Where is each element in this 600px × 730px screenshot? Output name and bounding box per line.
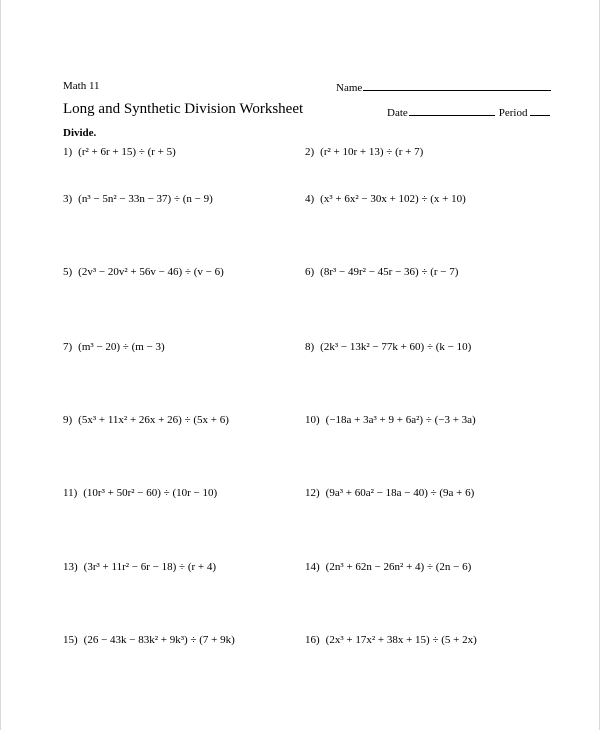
problem-number: 7) (63, 341, 73, 353)
problem-number: 5) (63, 266, 73, 278)
problem-13 (63, 561, 216, 573)
problem-number: 4) (305, 193, 315, 205)
problem-number: 6) (305, 266, 315, 278)
problem-number: 16) (305, 634, 320, 646)
problem-expression: (8r³ − 49r² − 45r − 36) ÷ (r − 7) (320, 266, 459, 278)
date-period-field (387, 106, 550, 119)
problem-number: 12) (305, 487, 320, 499)
name-field (336, 81, 551, 94)
problem-expression: (5x³ + 11x² + 26x + 26) ÷ (5x + 6) (78, 414, 229, 426)
problem-expression: (x³ + 6x² − 30x + 102) ÷ (x + 10) (320, 193, 466, 205)
problem-number: 13) (63, 561, 78, 573)
directions: Divide. (63, 127, 97, 139)
problem-expression: (9a³ + 60a² − 18a − 40) ÷ (9a + 6) (325, 487, 475, 499)
problem-8 (305, 341, 471, 353)
problem-number: 14) (305, 561, 320, 573)
problem-expression: (−18a + 3a³ + 9 + 6a²) ÷ (−3 + 3a) (325, 414, 476, 426)
problem-10 (305, 414, 476, 426)
problem-3 (63, 193, 213, 205)
problem-expression: (m³ − 20) ÷ (m − 3) (78, 341, 165, 353)
problem-5 (63, 266, 224, 278)
problem-number: 11) (63, 487, 78, 499)
problem-expression: (2n³ + 62n − 26n² + 4) ÷ (2n − 6) (325, 561, 472, 573)
period-label: Period (498, 107, 528, 119)
problem-16 (305, 634, 477, 646)
problem-expression: (10r³ + 50r² − 60) ÷ (10r − 10) (83, 487, 218, 499)
problem-expression: (n³ − 5n² − 33n − 37) ÷ (n − 9) (78, 193, 213, 205)
problem-11 (63, 487, 217, 499)
problem-1 (63, 146, 176, 158)
problem-15 (63, 634, 235, 646)
problem-number: 9) (63, 414, 73, 426)
problem-12 (305, 487, 474, 499)
problem-4 (305, 193, 466, 205)
period-blank-line (530, 106, 550, 116)
name-label: Name (336, 82, 363, 94)
date-label: Date (387, 107, 408, 119)
problem-number: 15) (63, 634, 78, 646)
problem-number: 3) (63, 193, 73, 205)
course-label: Math 11 (63, 80, 100, 92)
date-blank-line (409, 106, 495, 116)
problem-14 (305, 561, 471, 573)
problem-expression: (3r³ + 11r² − 6r − 18) ÷ (r + 4) (83, 561, 217, 573)
problem-number: 10) (305, 414, 320, 426)
worksheet-title: Long and Synthetic Division Worksheet (63, 101, 304, 117)
problem-6 (305, 266, 458, 278)
problem-number: 2) (305, 146, 315, 158)
problem-expression: (2v³ − 20v² + 56v − 46) ÷ (v − 6) (78, 266, 224, 278)
problem-number: 8) (305, 341, 315, 353)
problem-expression: (2k³ − 13k² − 77k + 60) ÷ (k − 10) (320, 341, 472, 353)
problem-9 (63, 414, 229, 426)
problem-number: 1) (63, 146, 73, 158)
problem-2 (305, 146, 423, 158)
problem-expression: (r² + 6r + 15) ÷ (r + 5) (78, 146, 176, 158)
problem-expression: (2x³ + 17x² + 38x + 15) ÷ (5 + 2x) (325, 634, 477, 646)
problem-expression: (26 − 43k − 83k² + 9k³) ÷ (7 + 9k) (83, 634, 235, 646)
name-blank-line (363, 81, 551, 91)
problem-7 (63, 341, 165, 353)
problem-expression: (r² + 10r + 13) ÷ (r + 7) (320, 146, 424, 158)
